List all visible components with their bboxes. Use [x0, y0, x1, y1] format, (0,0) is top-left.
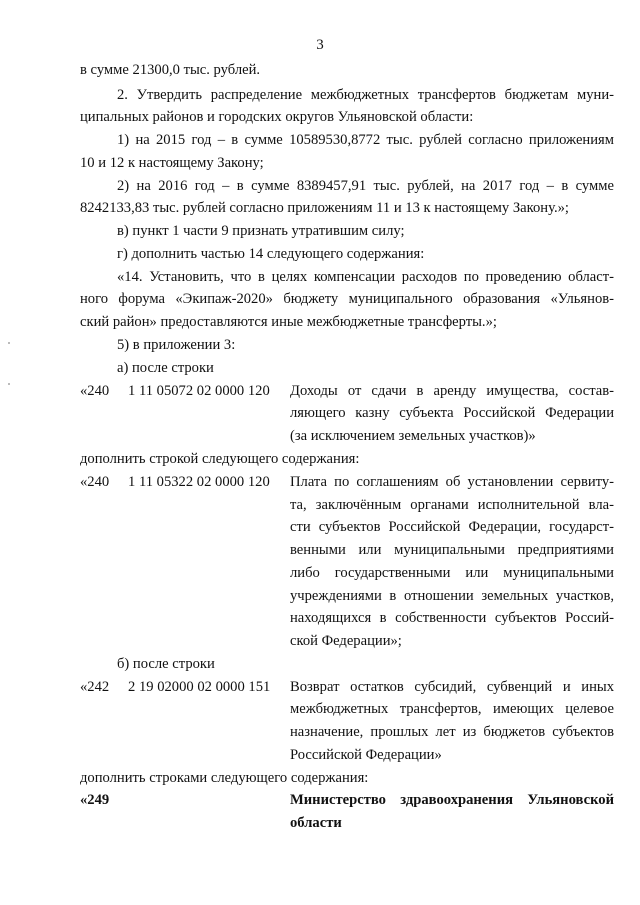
text-line: б) после строки: [117, 656, 215, 672]
budget-code: 2 19 02000 02 0000 151: [128, 679, 271, 695]
row-text-line: межбюджетных трансфертов, имеющих целевое: [290, 701, 614, 717]
row-text-line: сти субъектов Российской Федерации, государст-: [290, 519, 614, 535]
row-text-line: та, заключённым органами исполнительной вла-: [290, 497, 614, 513]
row-text-line: ляющего казну субъекта Российской Федерации: [290, 405, 614, 421]
text-line: в сумме 21300,0 тыс. рублей.: [80, 62, 261, 78]
scan-speck: [8, 342, 10, 344]
text-line: «14. Установить, что в целях компенсации расходов по проведению област-: [117, 269, 614, 285]
text-line: а) после строки: [117, 360, 214, 376]
text-line: в) пункт 1 части 9 признать утратившим силу;: [117, 223, 405, 239]
admin-code: «240: [80, 474, 110, 490]
row-text-line: либо государственными или муниципальными: [290, 565, 614, 581]
row-text-line: Доходы от сдачи в аренду имущества, состав-: [290, 383, 614, 399]
text-line: 10 и 12 к настоящему Закону;: [80, 155, 264, 171]
text-line: г) дополнить частью 14 следующего содержания:: [117, 246, 425, 262]
budget-code: 1 11 05072 02 0000 120: [128, 383, 270, 399]
row-text-line: учреждениями в отношении земельных участков,: [290, 588, 614, 604]
text-line: ного форума «Экипаж-2020» бюджету муниципального образования «Ульянов-: [80, 291, 614, 307]
row-text-line: области: [290, 815, 342, 831]
admin-code: «249: [80, 792, 110, 808]
text-line: ский район» предоставляются иные межбюджетные трансферты.»;: [80, 314, 497, 330]
row-text-line: Российской Федерации»: [290, 747, 442, 763]
row-text-line: Министерство здравоохранения Ульяновской: [290, 792, 614, 808]
admin-code: «240: [80, 383, 110, 399]
row-text-line: Плата по соглашениям об установлении сервиту-: [290, 474, 614, 490]
row-text-line: венными или муниципальными предприятиями: [290, 542, 614, 558]
text-line: 5) в приложении 3:: [117, 337, 236, 353]
row-text-line: Возврат остатков субсидий, субвенций и иных: [290, 679, 614, 695]
scan-speck: [8, 383, 10, 385]
text-line: 8242133,83 тыс. рублей согласно приложениям 11 и 13 к настоящему Закону.»;: [80, 200, 569, 216]
text-line: дополнить строкой следующего содержания:: [80, 451, 360, 467]
text-line: ципальных районов и городских округов Ульяновской области:: [80, 109, 474, 125]
budget-code: 1 11 05322 02 0000 120: [128, 474, 270, 490]
text-line: 1) на 2015 год – в сумме 10589530,8772 тыс. рублей согласно приложениям: [117, 132, 614, 148]
text-line: 2. Утвердить распределение межбюджетных трансфертов бюджетам муни-: [117, 87, 614, 103]
row-text-line: (за исключением земельных участков)»: [290, 428, 536, 444]
text-line: 2) на 2016 год – в сумме 8389457,91 тыс. рублей, на 2017 год – в сумме: [117, 178, 614, 194]
row-text-line: ской Федерации»;: [290, 633, 402, 649]
page-number: 3: [316, 37, 324, 53]
text-line: дополнить строками следующего содержания:: [80, 770, 369, 786]
row-text-line: находящихся в собственности субъектов Россий-: [290, 610, 614, 626]
admin-code: «242: [80, 679, 110, 695]
row-text-line: назначение, прошлых лет из бюджетов субъектов: [290, 724, 614, 740]
